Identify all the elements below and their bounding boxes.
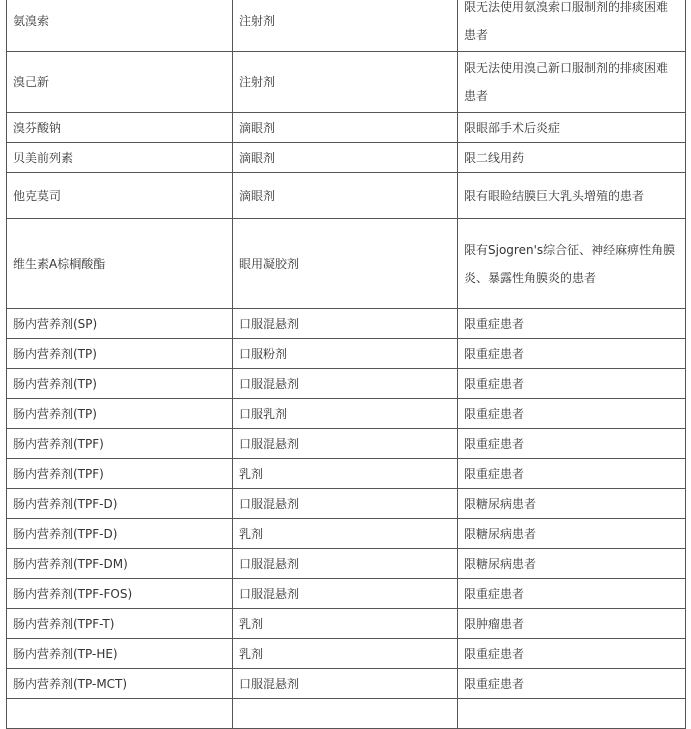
restriction-cell: 限糖尿病患者 [458,549,686,579]
table-row [7,52,686,113]
restriction-cell: 限重症患者 [458,399,686,429]
dosage-form-cell: 口服混悬剂 [233,669,458,699]
drug-name-cell: 肠内营养剂(TP) [7,369,233,399]
table-row [7,669,686,699]
drug-name-cell: 肠内营养剂(TPF-D) [7,489,233,519]
dosage-form-cell: 滴眼剂 [233,113,458,143]
drug-name-cell: 肠内营养剂(TP) [7,339,233,369]
restriction-cell: 限有眼睑结膜巨大乳头增殖的患者 [458,173,686,219]
restriction-cell: 限重症患者 [458,309,686,339]
drug-name-cell: 氨溴索 [7,0,233,52]
dosage-form-cell: 口服混悬剂 [233,429,458,459]
restriction-cell: 限重症患者 [458,459,686,489]
table-row [7,609,686,639]
restriction-cell: 限重症患者 [458,639,686,669]
table-row [7,459,686,489]
dosage-form-cell: 口服粉剂 [233,339,458,369]
dosage-form-cell: 滴眼剂 [233,173,458,219]
dosage-form-cell: 乳剂 [233,609,458,639]
drug-name-cell [7,699,233,729]
restriction-cell: 限肿瘤患者 [458,609,686,639]
dosage-form-cell: 眼用凝胶剂 [233,219,458,309]
table-row [7,219,686,309]
dosage-form-cell: 乳剂 [233,459,458,489]
table-row [7,143,686,173]
restriction-cell: 限重症患者 [458,579,686,609]
restriction-cell: 限糖尿病患者 [458,519,686,549]
dosage-form-cell: 口服混悬剂 [233,579,458,609]
table-row [7,309,686,339]
drug-name-cell: 贝美前列素 [7,143,233,173]
drug-name-cell: 肠内营养剂(TP-HE) [7,639,233,669]
restriction-cell [458,699,686,729]
drug-name-cell: 维生素A棕榈酸酯 [7,219,233,309]
restriction-cell: 限重症患者 [458,369,686,399]
drug-name-cell: 肠内营养剂(TP-MCT) [7,669,233,699]
drug-name-cell: 肠内营养剂(TPF-D) [7,519,233,549]
drug-name-cell: 溴己新 [7,52,233,113]
restriction-cell: 限重症患者 [458,429,686,459]
table-row [7,429,686,459]
restriction-cell: 限糖尿病患者 [458,489,686,519]
table-row [7,549,686,579]
table-row [7,369,686,399]
drug-name-cell: 肠内营养剂(TPF) [7,459,233,489]
drug-name-cell: 他克莫司 [7,173,233,219]
dosage-form-cell: 注射剂 [233,0,458,52]
table-row [7,339,686,369]
drug-name-cell: 肠内营养剂(TPF) [7,429,233,459]
table-row [7,113,686,143]
restriction-cell: 限有Sjogren's综合征、神经麻痹性角膜炎、暴露性角膜炎的患者 [458,219,686,309]
restriction-cell: 限无法使用氨溴索口服制剂的排痰困难患者 [458,0,686,52]
dosage-form-cell: 乳剂 [233,639,458,669]
restriction-cell: 限无法使用溴己新口服制剂的排痰困难患者 [458,52,686,113]
table-row [7,699,686,729]
restriction-cell: 限重症患者 [458,339,686,369]
drug-name-cell: 肠内营养剂(TPF-DM) [7,549,233,579]
dosage-form-cell: 口服混悬剂 [233,489,458,519]
dosage-form-cell: 滴眼剂 [233,143,458,173]
table-row [7,579,686,609]
table-row [7,489,686,519]
drug-name-cell: 肠内营养剂(TPF-T) [7,609,233,639]
table-row [7,639,686,669]
drug-name-cell: 肠内营养剂(TP) [7,399,233,429]
drug-name-cell: 溴芬酸钠 [7,113,233,143]
dosage-form-cell: 注射剂 [233,52,458,113]
dosage-form-cell: 口服乳剂 [233,399,458,429]
drug-name-cell: 肠内营养剂(TPF-FOS) [7,579,233,609]
dosage-form-cell [233,699,458,729]
table-row [7,0,686,52]
table-row [7,399,686,429]
restriction-cell: 限眼部手术后炎症 [458,113,686,143]
dosage-form-cell: 口服混悬剂 [233,549,458,579]
drug-name-cell: 肠内营养剂(SP) [7,309,233,339]
restriction-cell: 限重症患者 [458,669,686,699]
dosage-form-cell: 乳剂 [233,519,458,549]
table-row [7,519,686,549]
table-row [7,173,686,219]
dosage-form-cell: 口服混悬剂 [233,309,458,339]
drug-restriction-table [6,0,686,729]
restriction-cell: 限二线用药 [458,143,686,173]
dosage-form-cell: 口服混悬剂 [233,369,458,399]
